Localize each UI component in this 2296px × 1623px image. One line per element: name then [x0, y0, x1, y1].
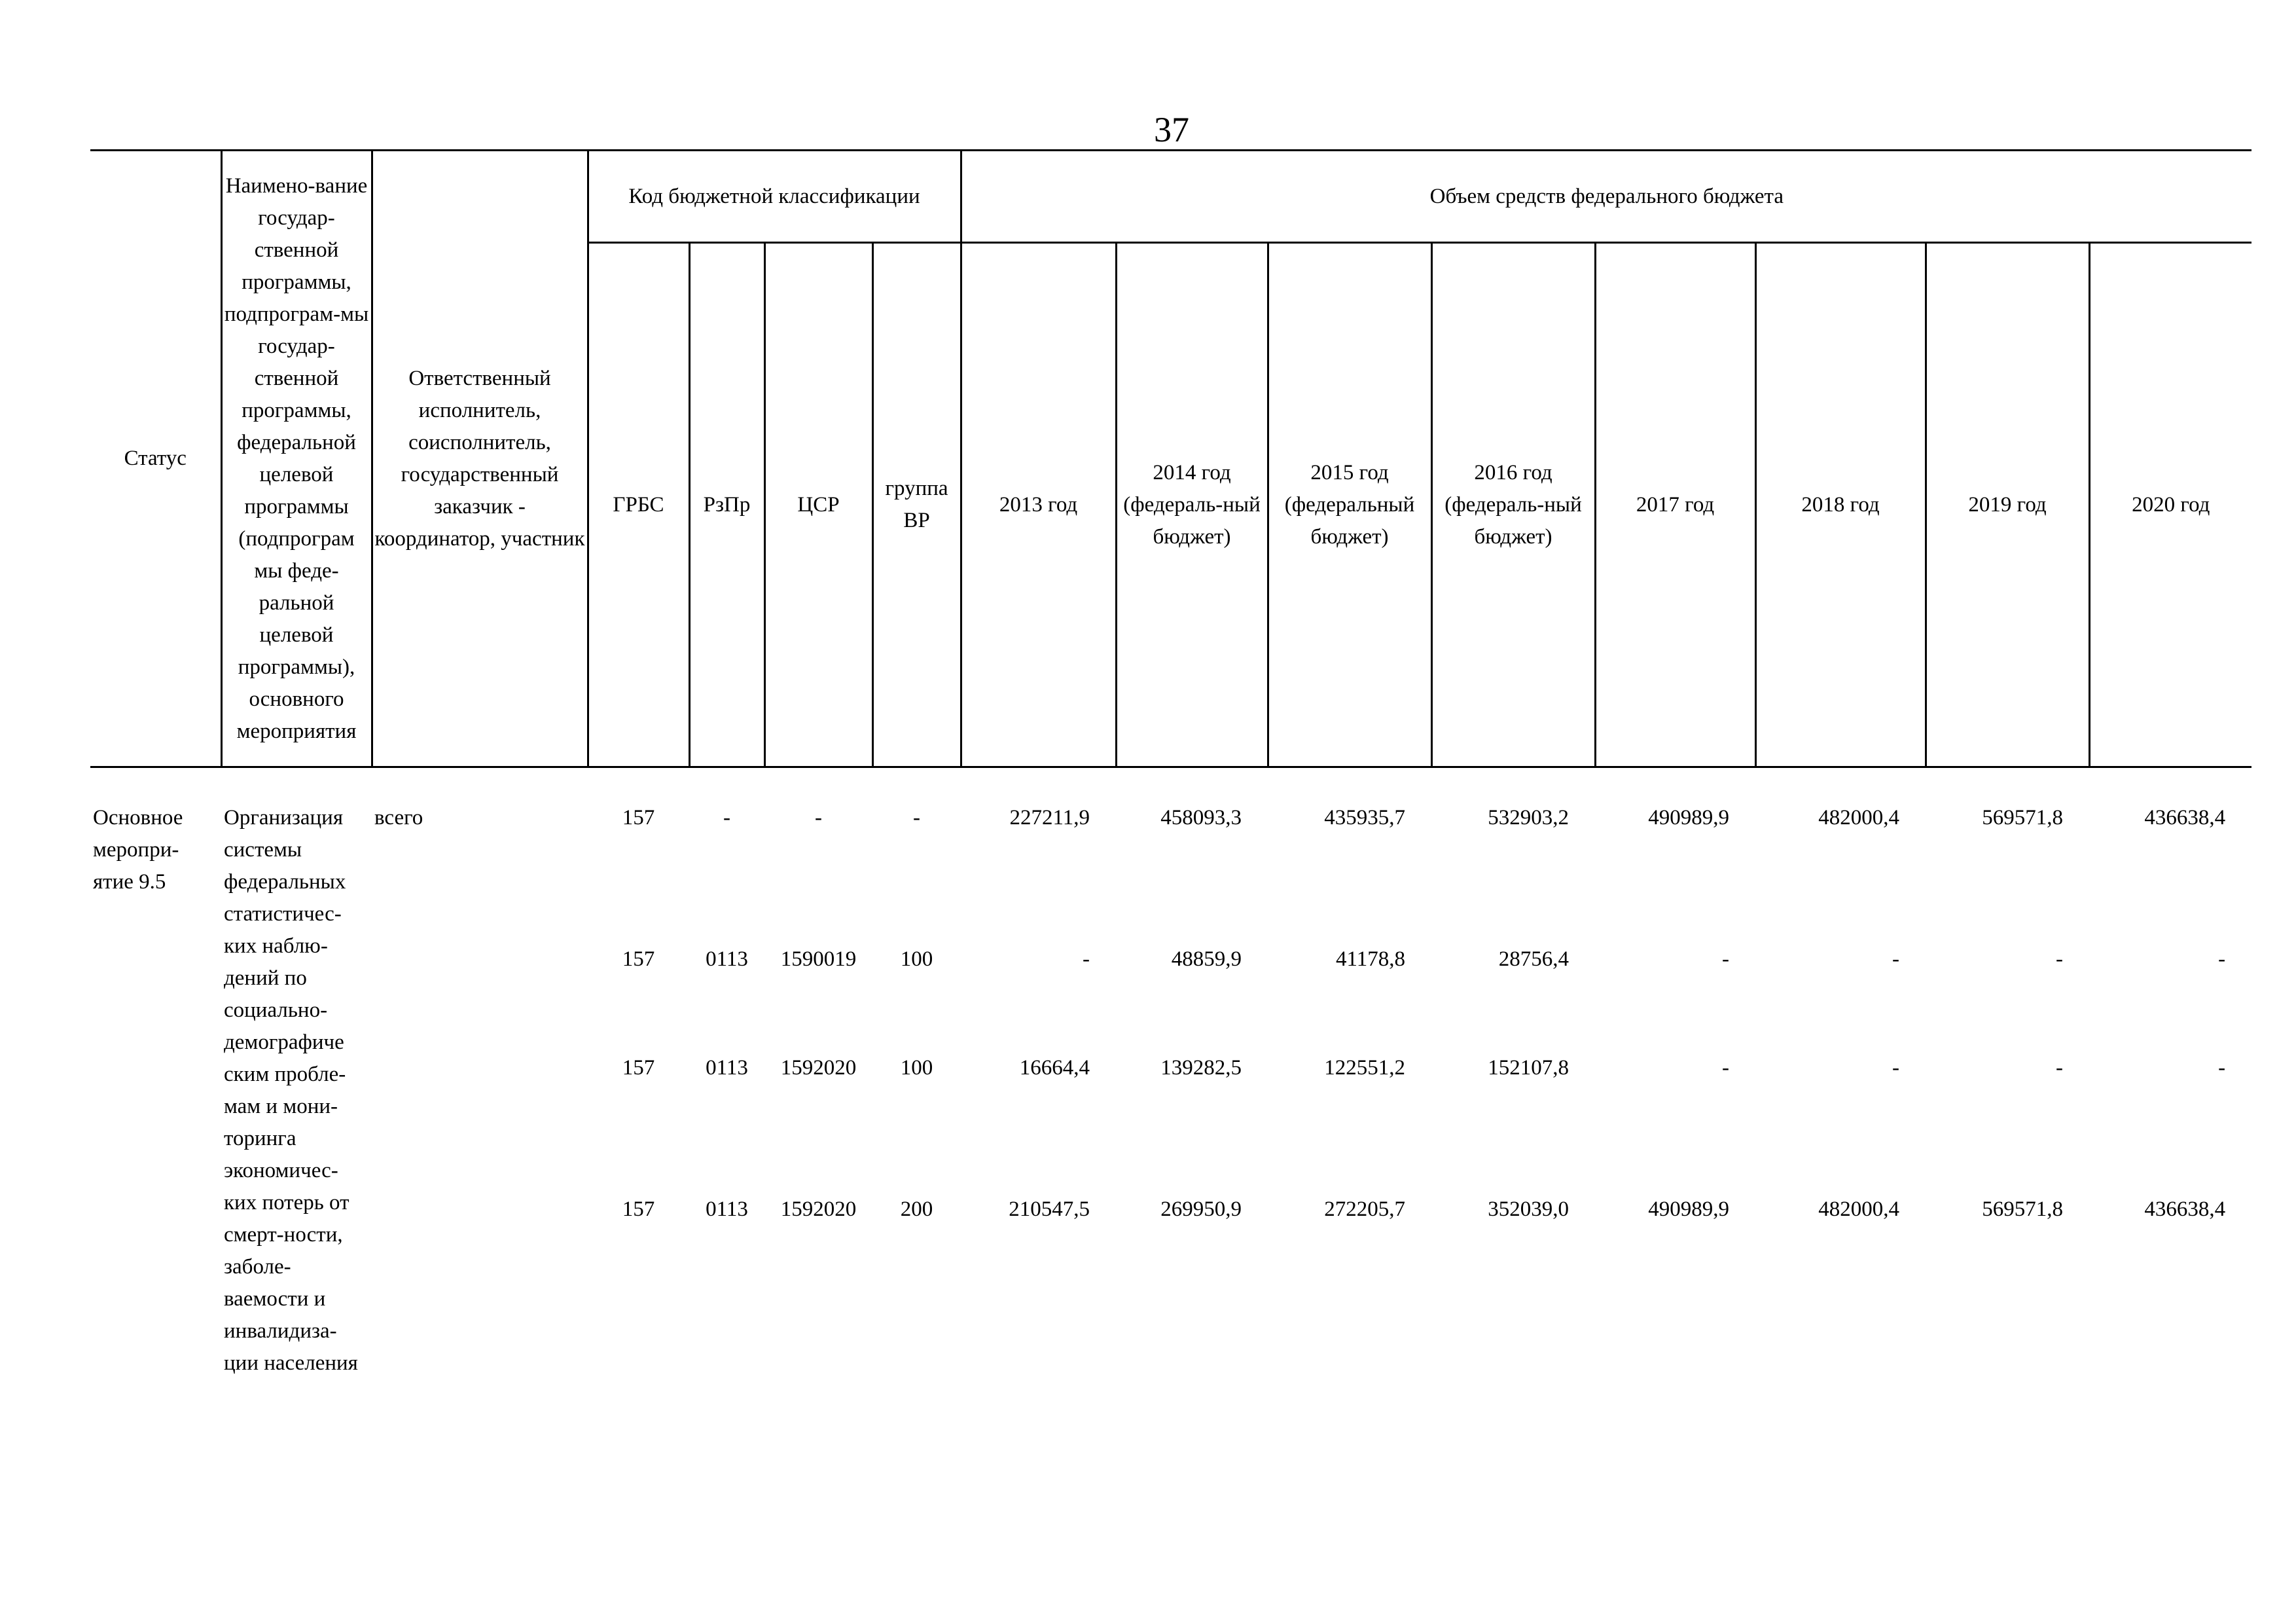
cell-responsible: [372, 943, 588, 1053]
cell-vr: 200: [900, 1197, 933, 1221]
cell-csr: 1592020: [780, 1197, 857, 1221]
cell-2016: 352039,0: [1488, 1197, 1570, 1221]
cell-2014: 269950,9: [1160, 1197, 1242, 1221]
cell-2020: 436638,4: [2144, 806, 2226, 830]
table-body: [90, 767, 2251, 1380]
cell-grbs: 157: [622, 947, 655, 971]
header-year-2019: 2019 год: [1926, 243, 2089, 767]
header-rzpr: РзПр: [689, 243, 764, 767]
cell-2018: 482000,4: [1818, 1197, 1900, 1221]
cell-2014: 48859,9: [1171, 947, 1242, 971]
record-status: Основное меропри-ятие 9.5: [93, 806, 183, 894]
table-row: [90, 802, 2251, 911]
header-year-2013: 2013 год: [961, 243, 1116, 767]
header-program-name: Наимено-вание государ-ственной программы, подпрограм-мы государ-ственной программы, федеральной целевой программы (подпрограм мы феде-ральной целевой программы), основного мероприятия: [221, 151, 372, 767]
cell-2020: -: [2218, 947, 2226, 971]
header-grbs: ГРБС: [588, 243, 689, 767]
table-row: [90, 1161, 2251, 1379]
header-csr: ЦСР: [764, 243, 872, 767]
cell-2013: 16664,4: [1019, 1056, 1090, 1080]
table-row: [90, 1052, 2251, 1161]
cell-responsible: [372, 1052, 588, 1161]
cell-rzpr: -: [723, 806, 730, 830]
cell-rzpr: 0113: [706, 1197, 748, 1221]
cell-rzpr: 0113: [706, 1056, 748, 1080]
cell-vr: 100: [900, 1056, 933, 1080]
cell-vr: -: [913, 806, 920, 830]
cell-2016: 532903,2: [1488, 806, 1570, 830]
cell-2016: 152107,8: [1488, 1056, 1570, 1080]
cell-2018: 482000,4: [1818, 806, 1900, 830]
cell-grbs: 157: [622, 1197, 655, 1221]
header-vr-group: группа ВР: [872, 243, 961, 767]
cell-2017: -: [1722, 947, 1730, 971]
cell-2017: -: [1722, 1056, 1730, 1080]
cell-2019: 569571,8: [1982, 1197, 2064, 1221]
cell-responsible: [372, 1161, 588, 1379]
record-name: Организация системы федеральных статистичес-ких наблю-дений по социально-демографиче ским пробле-мам и мони-торинга экономичес-ких потерь от смерт-ности, заболе-ваемости и инвалидиза-ции населения: [224, 806, 358, 1375]
cell-2015: 41178,8: [1335, 947, 1406, 971]
cell-2013: -: [1083, 947, 1090, 971]
cell-csr: 1592020: [780, 1056, 857, 1080]
header-year-2014: 2014 год (федераль-ный бюджет): [1116, 243, 1268, 767]
cell-2018: -: [1892, 1056, 1900, 1080]
row-gap: [90, 911, 2251, 943]
cell-csr: -: [815, 806, 822, 830]
header-status: Статус: [90, 151, 221, 767]
cell-2020: 436638,4: [2144, 1197, 2226, 1221]
page-number: 37: [1154, 110, 1189, 149]
header-budget-code-group: Код бюджетной классификации: [588, 151, 961, 243]
cell-vr: 100: [900, 947, 933, 971]
cell-2019: 569571,8: [1982, 806, 2064, 830]
cell-2020: -: [2218, 1056, 2226, 1080]
cell-2019: -: [2056, 947, 2064, 971]
cell-2013: 227211,9: [1009, 806, 1090, 830]
cell-csr: 1590019: [780, 947, 857, 971]
header-federal-budget-group: Объем средств федерального бюджета: [961, 151, 2251, 243]
cell-grbs: 157: [622, 1056, 655, 1080]
header-year-2017: 2017 год: [1595, 243, 1755, 767]
cell-2017: 490989,9: [1648, 1197, 1730, 1221]
header-year-2015: 2015 год (федеральный бюджет): [1268, 243, 1431, 767]
cell-2015: 122551,2: [1324, 1056, 1406, 1080]
cell-responsible: всего: [374, 806, 423, 830]
header-responsible: Ответственный исполнитель, соисполнитель, государственный заказчик - координатор, участник: [372, 151, 588, 767]
cell-2017: 490989,9: [1648, 806, 1730, 830]
header-year-2018: 2018 год: [1755, 243, 1926, 767]
cell-rzpr: 0113: [706, 947, 748, 971]
budget-table: [90, 149, 2251, 1379]
cell-2014: 458093,3: [1160, 806, 1242, 830]
header-year-2016: 2016 год (федераль-ный бюджет): [1431, 243, 1595, 767]
table-header: [90, 151, 2251, 767]
cell-2019: -: [2056, 1056, 2064, 1080]
cell-2016: 28756,4: [1498, 947, 1570, 971]
cell-2015: 272205,7: [1324, 1197, 1406, 1221]
table-row: [90, 943, 2251, 1053]
cell-2018: -: [1892, 947, 1900, 971]
header-year-2020: 2020 год: [2089, 243, 2251, 767]
cell-2013: 210547,5: [1009, 1197, 1090, 1221]
cell-grbs: 157: [622, 806, 655, 830]
cell-2014: 139282,5: [1160, 1056, 1242, 1080]
cell-2015: 435935,7: [1324, 806, 1406, 830]
